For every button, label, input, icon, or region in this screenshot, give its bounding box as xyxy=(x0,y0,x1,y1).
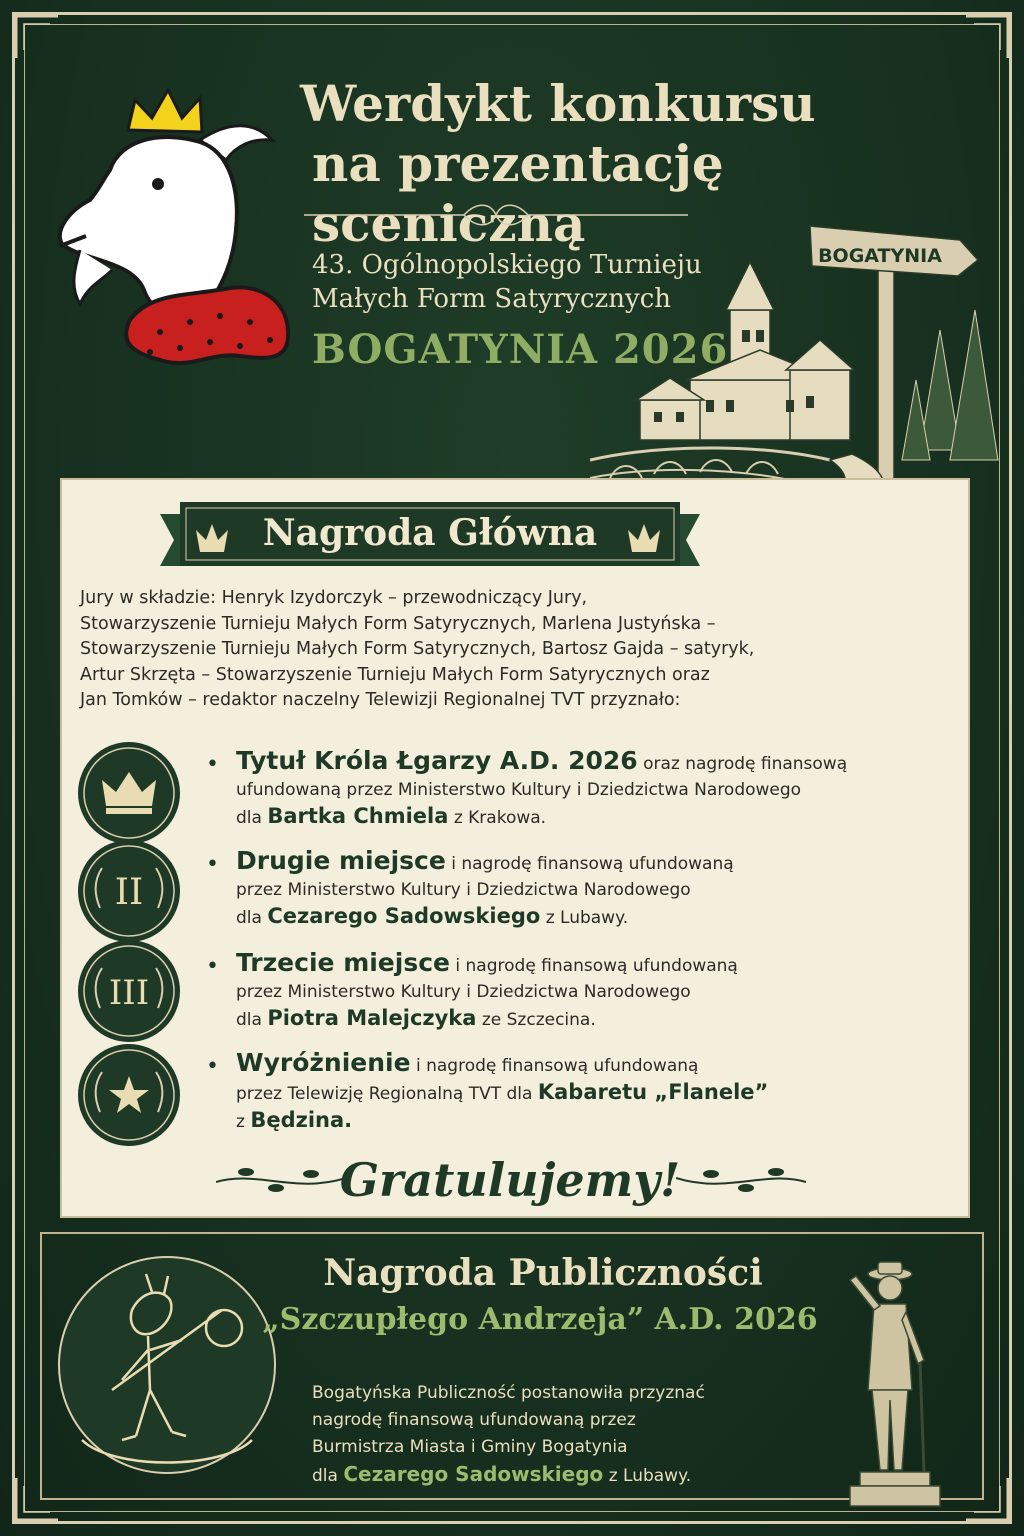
winner-name: Bartka Chmiela xyxy=(267,804,449,828)
distinction-star-medal-icon xyxy=(76,1042,182,1148)
main-award-heading: Nagroda Główna xyxy=(262,512,598,554)
corner-ornament-icon xyxy=(964,14,1010,60)
second-place-medal-icon xyxy=(76,838,182,944)
award-text: z xyxy=(236,1112,251,1132)
edition-label: BOGATYNIA 2026 xyxy=(312,326,729,373)
signpost-label: BOGATYNIA xyxy=(818,245,942,267)
bullet-icon: • xyxy=(206,852,219,877)
award-funder: ufundowaną przez Ministerstwo Kultury i Dziedzictwa Narodowego xyxy=(236,780,802,800)
award-title: Drugie miejsce xyxy=(236,846,446,875)
award-text: i nagrodę finansową ufundowaną xyxy=(450,956,738,976)
crowned-goat-mascot-icon xyxy=(40,60,300,370)
subtitle-line-1: 43. Ogólnopolskiego Turnieju xyxy=(312,250,702,280)
award-text: dla xyxy=(236,908,268,928)
audience-line: Bogatyńska Publiczność postanowiła przyznać xyxy=(312,1383,705,1403)
winner-origin: z Lubawy. xyxy=(540,908,629,928)
vine-ornament-icon xyxy=(676,1160,806,1200)
bullet-icon: • xyxy=(206,1054,219,1079)
subtitle-line-2: Małych Form Satyrycznych xyxy=(312,284,671,314)
award-distinction xyxy=(206,1050,926,1135)
award-text: dla xyxy=(236,1010,268,1030)
jury-line: Stowarzyszenie Turnieju Małych Form Satyrycznych, Marlena Justyńska – xyxy=(80,613,716,634)
audience-award-text xyxy=(312,1380,792,1490)
award-third-place xyxy=(206,950,926,1033)
medal-numeral: II xyxy=(114,872,144,913)
medal-numeral: III xyxy=(108,973,150,1013)
third-place-medal-icon xyxy=(76,938,182,1044)
audience-line: nagrodę finansową ufundowaną przez xyxy=(312,1410,636,1430)
jury-line: Artur Skrzęta – Stowarzyszenie Turnieju Małych Form Satyrycznych oraz xyxy=(80,664,710,685)
audience-winner-origin: z Lubawy. xyxy=(603,1466,692,1486)
winner-origin: z Krakowa. xyxy=(448,808,547,828)
jury-line: Jan Tomków – redaktor naczelny Telewizji Regionalnej TVT przyznało: xyxy=(80,690,681,710)
bullet-icon: • xyxy=(206,752,219,777)
award-title: Wyróżnienie xyxy=(236,1048,411,1077)
award-text: dla xyxy=(236,808,268,828)
award-second-place xyxy=(206,848,926,931)
award-funder: przez Telewizję Regionalną TVT dla xyxy=(236,1084,538,1104)
winner-name: Piotra Malejczyka xyxy=(267,1006,477,1030)
winner-origin: ze Szczecina. xyxy=(476,1010,596,1030)
jury-statement xyxy=(80,586,900,714)
thin-andrew-statue-icon xyxy=(820,1240,970,1510)
audience-award-subtitle: „Szczupłego Andrzeja” A.D. 2026 xyxy=(262,1302,818,1337)
winner-name: Cezarego Sadowskiego xyxy=(267,904,541,928)
jury-line: Jury w składzie: Henryk Izydorczyk – przewodniczący Jury, xyxy=(80,588,588,608)
award-title: Tytuł Króla Łgarzy A.D. 2026 xyxy=(236,746,638,775)
award-text: i nagrodę finansową ufundowaną xyxy=(410,1056,699,1076)
award-text: oraz nagrodę finansową xyxy=(637,754,848,774)
award-text: i nagrodę finansową ufundowaną xyxy=(445,854,734,874)
award-funder: przez Ministerstwo Kultury i Dziedzictwa Narodowego xyxy=(236,880,691,900)
award-funder: przez Ministerstwo Kultury i Dziedzictwa Narodowego xyxy=(236,982,691,1002)
audience-award-title: Nagroda Publiczności xyxy=(323,1252,763,1294)
award-first-place xyxy=(206,748,926,831)
title-line-1: Werdykt konkursu xyxy=(300,74,816,133)
winner-name: Kabaretu „Flanele” xyxy=(537,1080,769,1104)
jury-line: Stowarzyszenie Turnieju Małych Form Satyrycznych, Bartosz Gajda – satyryk, xyxy=(80,639,755,659)
award-title: Trzecie miejsce xyxy=(236,948,450,977)
winner-origin: Będzina. xyxy=(250,1108,353,1132)
audience-winner-name: Cezarego Sadowskiego xyxy=(343,1462,604,1486)
audience-line: Burmistrza Miasta i Gminy Bogatynia xyxy=(312,1437,628,1457)
audience-line: dla xyxy=(312,1466,344,1486)
first-place-crown-medal-icon xyxy=(76,740,182,846)
congratulations-text: Gratulujemy! xyxy=(339,1153,681,1207)
title-line-2: na prezentację sceniczną xyxy=(312,134,724,253)
corner-ornament-icon xyxy=(14,14,60,60)
bullet-icon: • xyxy=(206,954,219,979)
walking-goat-emblem-icon xyxy=(52,1240,282,1490)
